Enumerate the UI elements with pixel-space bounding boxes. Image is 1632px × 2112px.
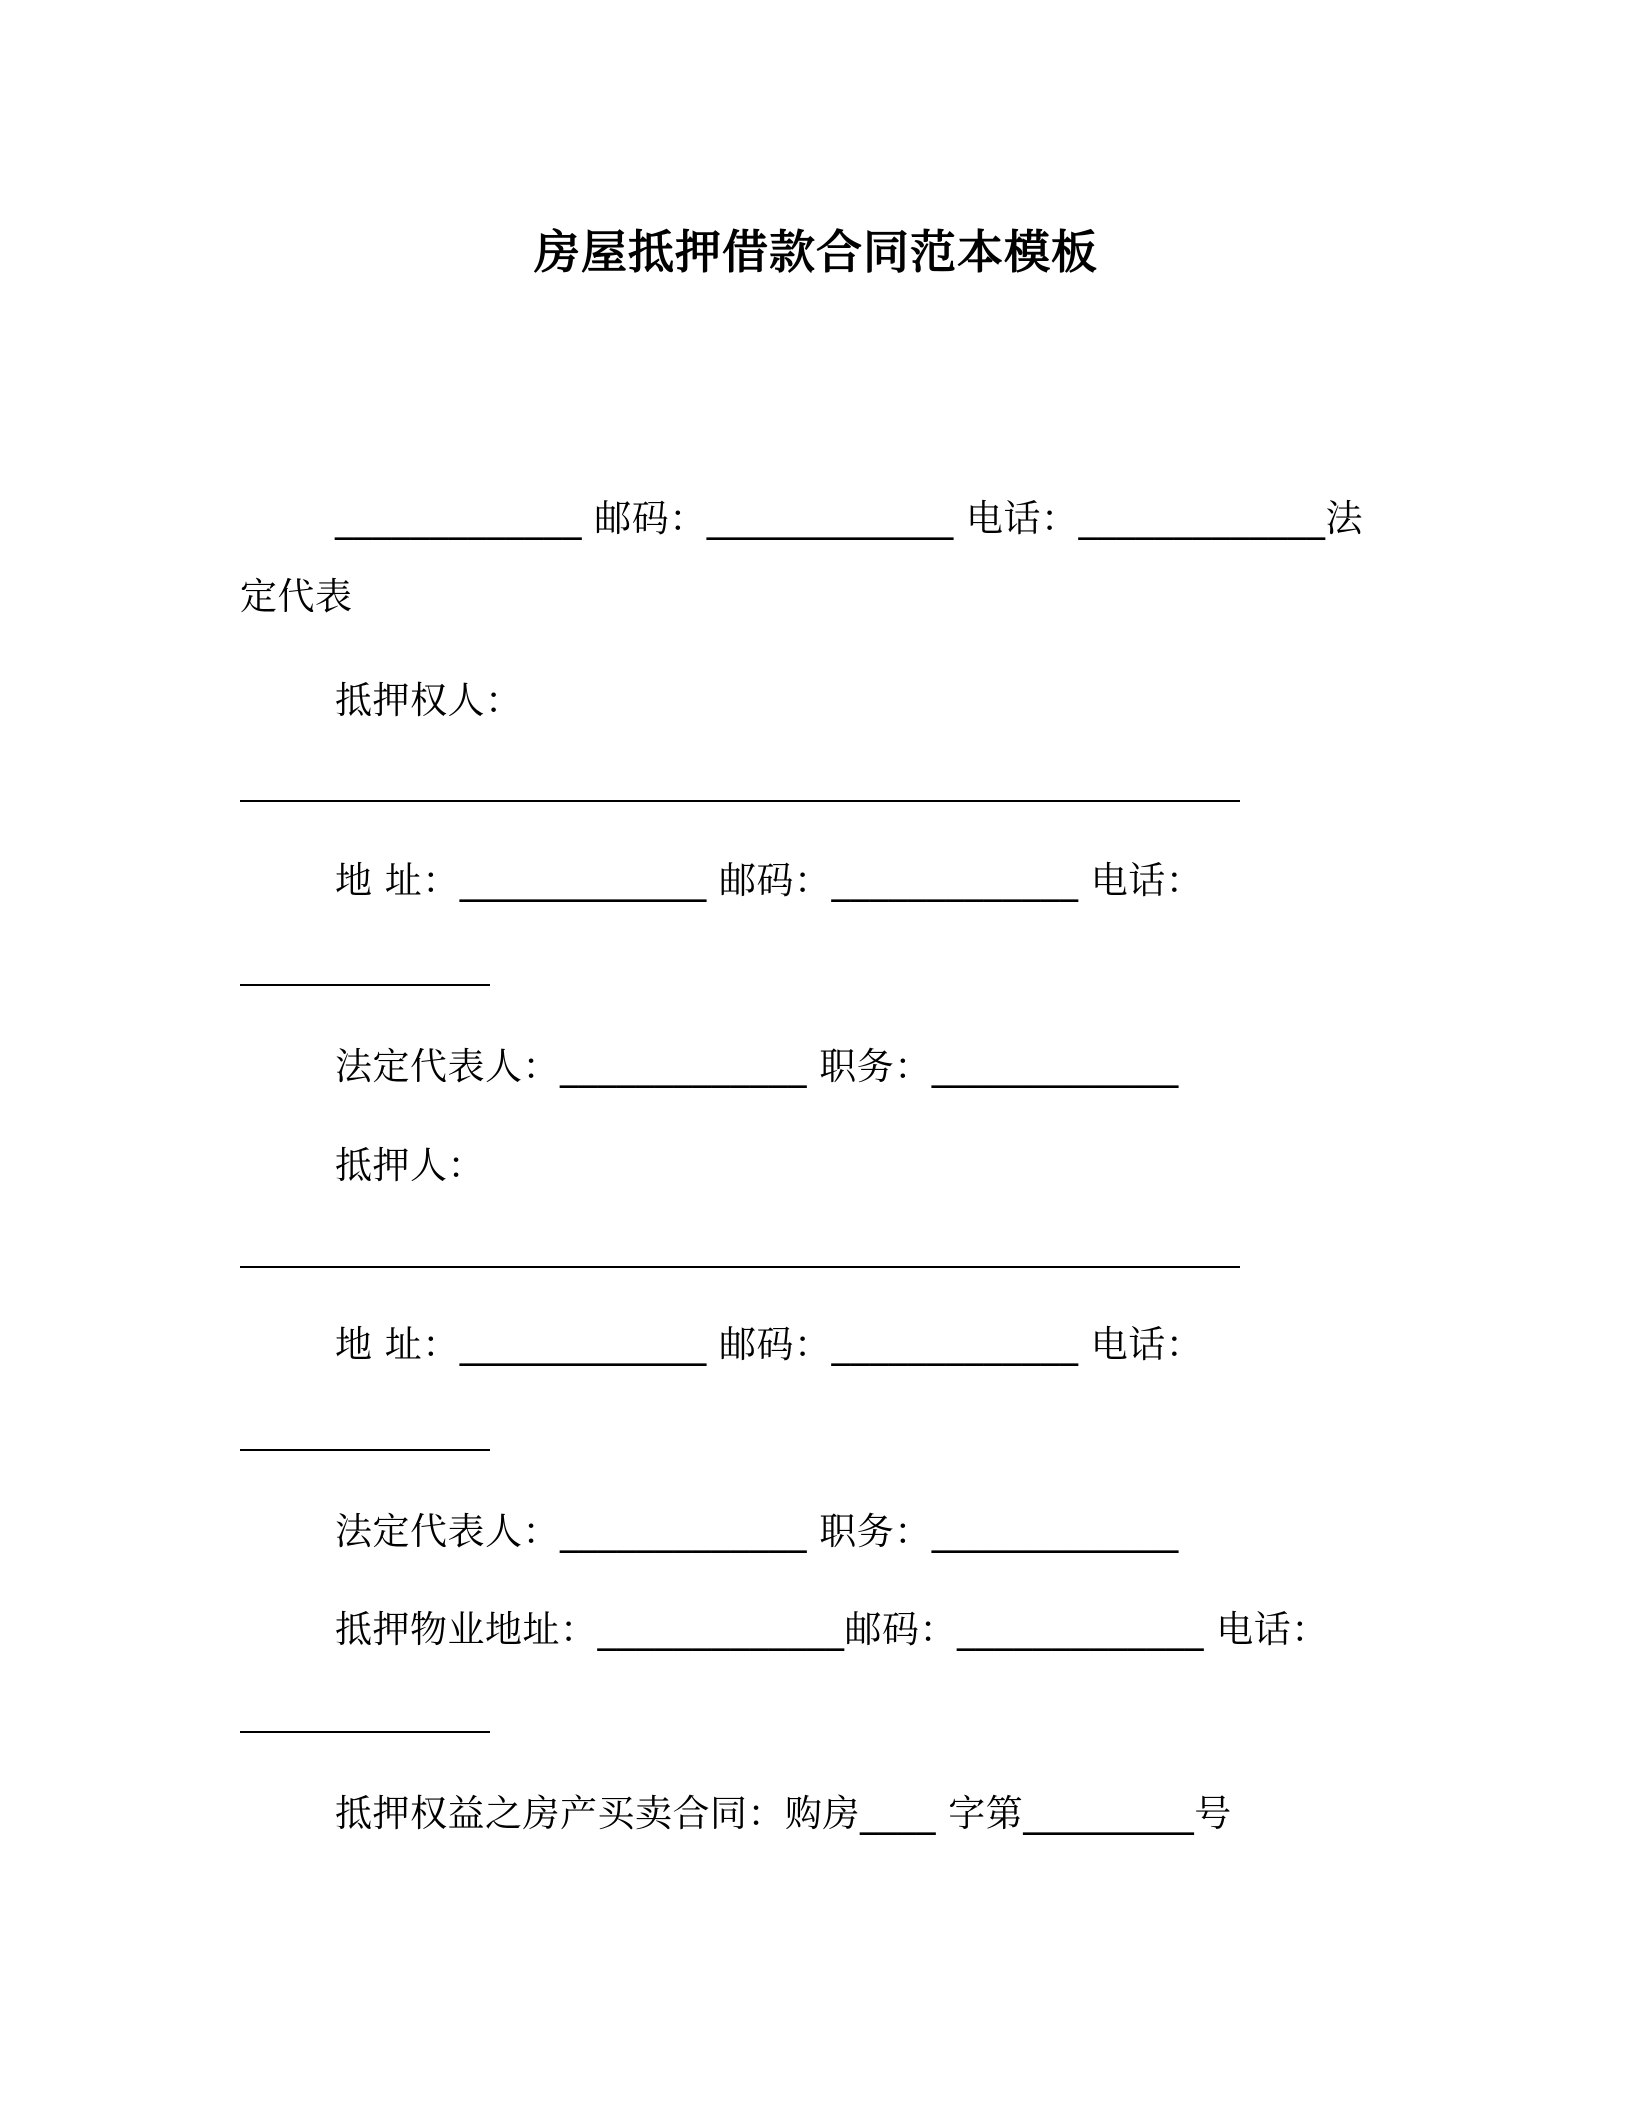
mortgagor-label: 抵押人： xyxy=(335,1144,485,1187)
mortgagee-address-line: 地 址：_____________ 邮码：_____________ 电话： xyxy=(335,859,1204,902)
mortgagee-phone-blank xyxy=(240,984,490,986)
mortgagee-legal-rep-line: 法定代表人：_____________ 职务：_____________ xyxy=(335,1045,1179,1088)
purchase-contract-line: 抵押权益之房产买卖合同：购房____ 字第_________号 xyxy=(335,1792,1232,1835)
mortgagor-name-blank xyxy=(240,1266,1240,1268)
mortgagee-label: 抵押权人： xyxy=(335,679,523,722)
party-contact-line: _____________ 邮码：_____________ 电话：_____________法 xyxy=(335,497,1364,540)
mortgagee-name-blank xyxy=(240,800,1240,802)
mortgagor-legal-rep-line: 法定代表人：_____________ 职务：_____________ xyxy=(335,1510,1179,1553)
document-title: 房屋抵押借款合同范本模板 xyxy=(534,225,1098,279)
property-address-line: 抵押物业地址：_____________邮码：_____________ 电话： xyxy=(335,1608,1329,1651)
mortgagor-address-line: 地 址：_____________ 邮码：_____________ 电话： xyxy=(335,1323,1204,1366)
legal-rep-continuation: 定代表 xyxy=(240,575,353,618)
mortgagor-phone-blank xyxy=(240,1449,490,1451)
property-phone-blank xyxy=(240,1731,490,1733)
